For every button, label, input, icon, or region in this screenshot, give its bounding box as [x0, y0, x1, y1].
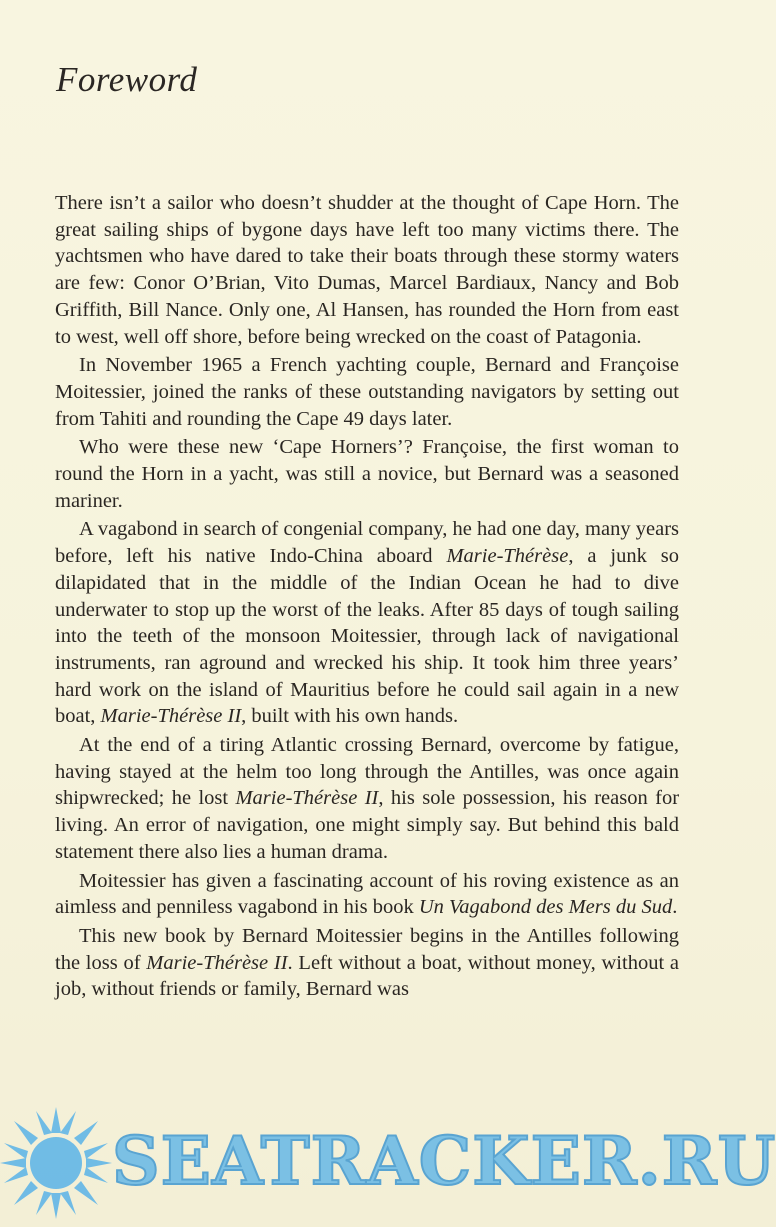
boat-name: Marie-Thérèse [446, 545, 569, 568]
boat-name: Marie-Thérèse II [100, 705, 242, 728]
page-title: Foreword [56, 60, 198, 99]
paragraph-5-text: At the end of a tiring Atlantic crossing Bernard, overcome by fatigue, having stayed at the helm too long through the Antilles, was once again shipwrecked; he lost [55, 734, 679, 810]
paragraph-6-text: Moitessier has given a fascinating account of his roving existence as an aimless and penniless vagabond in his book [55, 869, 679, 919]
paragraph-7-text: . Left without a boat, without money, without a job, without friends or family, Bernard was [55, 951, 679, 1001]
sun-icon [0, 1107, 112, 1219]
paragraph-1 [55, 190, 679, 350]
paragraph-6 [55, 868, 679, 921]
book-title: Un Vagabond des Mers du Sud [418, 896, 673, 919]
paragraph-7-text: This new book by Bernard Moitessier begins in the Antilles following the loss of [55, 924, 679, 974]
boat-name: Marie-Thérèse II [235, 787, 379, 810]
foreword-body [55, 190, 679, 1003]
paragraph-4 [55, 516, 679, 730]
paragraph-4-text: , built with his own hands. [241, 705, 459, 728]
paragraph-6-text: . [672, 896, 678, 919]
paragraph-3-text: Who were these new ‘Cape Horners’? Françoise, the first woman to round the Horn in a yacht, was still a novice, but Bernard was a seasoned mariner. [55, 436, 679, 512]
paragraph-4-text: A vagabond in search of congenial company, he had one day, many years before, left his native Indo-China aboard [55, 518, 679, 568]
paragraph-5-text: , his sole possession, his reason for living. An error of navigation, one might simply say. But behind this bald statement there also lies a human drama. [55, 787, 680, 863]
paragraph-3 [55, 434, 679, 514]
watermark-text: SEATRACKER.RU [112, 1122, 776, 1200]
paragraph-1-text: There isn’t a sailor who doesn’t shudder at the thought of Cape Horn. The great sailing ships of bygone days have left too many victims there. The yachtsmen who have dared to take their boats through these stormy waters are few: Conor O’Brian, Vito Dumas, Marcel Bardiaux, Nancy and Bob Griffith, Bill Nance. Only one, Al Hansen, has rounded the Horn from east to west, well off shore, before being wrecked on the coast of Patagonia. [55, 192, 679, 348]
paragraph-5 [55, 732, 679, 866]
boat-name: Marie-Thérèse II [146, 951, 288, 974]
paragraph-2-text: In November 1965 a French yachting couple, Bernard and Françoise Moitessier, joined the ranks of these outstanding navigators by setting out from Tahiti and rounding the Cape 49 days later. [55, 354, 679, 430]
paragraph-2 [55, 352, 679, 432]
paragraph-7 [55, 923, 679, 1003]
paragraph-4-text: , a junk so dilapidated that in the middle of the Indian Ocean he had to dive underwater to stop up the worst of the leaks. After 85 days of tough sailing into the teeth of the monsoon Moitessier, through lack of navigational instruments, ran aground and wrecked his ship. It took him three years’ hard work on the island of Mauritius before he could sail again in a new boat, [55, 545, 679, 728]
